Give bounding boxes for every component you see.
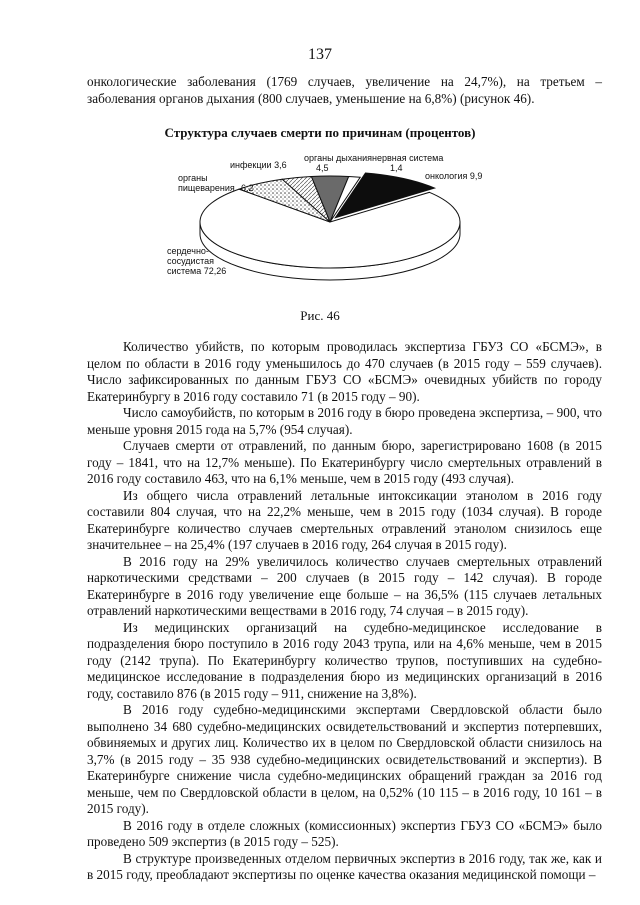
paragraph: Из общего числа отравлений летальные интоксикации этанолом в 2016 году составили 804 случая, что на 22,2% меньше, чем в 2015 году (1034 случая). В городе Екатеринбурге количество случаев смертельных отравлений этанолом снизилось еще значительнее – на 25,4% (197 случаев в 2016 году, 264 случая в 2015 году).: [87, 487, 602, 552]
label-oncology: онкология 9,9: [425, 171, 483, 181]
intro-paragraph: онкологические заболевания (1769 случаев, увеличение на 24,7%), на третьем – заболевания органов дыхания (800 случаев, уменьшение на 6,8%) (рисунок 46).: [87, 74, 602, 106]
paragraph: Число самоубийств, по которым в 2016 году в бюро проведена экспертиза, – 900, что меньше уровня 2015 года на 5,7% (954 случая).: [87, 405, 602, 437]
label-digestive: органы пищеварения 6,2: [178, 173, 254, 193]
label-cardiovascular: сердечно-сосудистая система 72,26: [167, 246, 227, 276]
paragraph: В 2016 году на 29% увеличилось количество случаев смертельных отравлений наркотическими средствами – 200 случаев (в 2015 году – 142 случая). В городе Екатеринбурге в 2016 году увеличение еще больше – на 36,5% (115 случаев летальных отравлений наркотическими веществами в 2016 году, 74 случая – в 2015 году).: [87, 553, 602, 618]
paragraph: Количество убийств, по которым проводилась экспертиза ГБУЗ СО «БСМЭ», в целом по области в 2016 году уменьшилось до 470 случаев (в 2015 году – 559 случаев). Число зафиксированных по данным ГБУЗ СО «БСМЭ» очевидных убийств по городу Екатеринбургу в 2016 году составило 71 (в 2015 году – 90).: [87, 339, 602, 404]
intro-text-block: [87, 74, 602, 107]
pie-chart: [140, 140, 520, 300]
figure-caption: Рис. 46: [300, 308, 340, 323]
label-respiratory: органы дыхания 4,5: [304, 153, 373, 173]
body-text-block: [87, 339, 602, 884]
paragraph: В 2016 году судебно-медицинскими экспертами Свердловской области было выполнено 34 680 судебно-медицинских освидетельствований и экспертиз потерпевших, обвиняемых и других лиц. Количество их в целом по Свердловской области снизилось на 3,7% (в 2015 году – 35 938 судебно-медицинских освидетельствований и экспертиз). В Екатеринбурге снижение числа судебно-медицинских обращений граждан за 2016 год меньше, чем по Свердловской области в целом, на 0,52% (10 115 – в 2016 году, 10 161 – в 2015 году).: [87, 702, 602, 816]
page-number: 137: [308, 46, 332, 63]
label-nervous: нервная система 1,4: [372, 153, 444, 173]
paragraph: Случаев смерти от отравлений, по данным бюро, зарегистрировано 1608 (в 2015 году – 1841, что на 12,7% меньше). По Екатеринбургу число смертельных отравлений в 2016 году составило 463, что на 6,1% меньше, чем в 2015 году (493 случая).: [87, 438, 602, 486]
paragraph: В 2016 году в отделе сложных (комиссионных) экспертиз ГБУЗ СО «БСМЭ» было проведено 509 экспертиз (в 2015 году – 525).: [87, 817, 602, 849]
paragraph: Из медицинских организаций на судебно-медицинское исследование в подразделения бюро поступило в 2016 году 2043 трупа, или на 4,6% меньше, чем в 2015 году (2142 трупа). По Екатеринбургу количество трупов, поступивших на судебно-медицинское исследование в подразделения бюро из медицинских организаций в 2016 году, составило 876 (в 2015 году – 911, снижение на 3,8%).: [87, 619, 602, 701]
chart-title: Структура случаев смерти по причинам (процентов): [164, 125, 476, 140]
paragraph: В структуре произведенных отделом первичных экспертиз в 2016 году, так же, как и в 2015 году, преобладают экспертизы по оценке качества оказания медицинской помощи –: [87, 850, 602, 882]
label-infections: инфекции 3,6: [230, 160, 287, 170]
